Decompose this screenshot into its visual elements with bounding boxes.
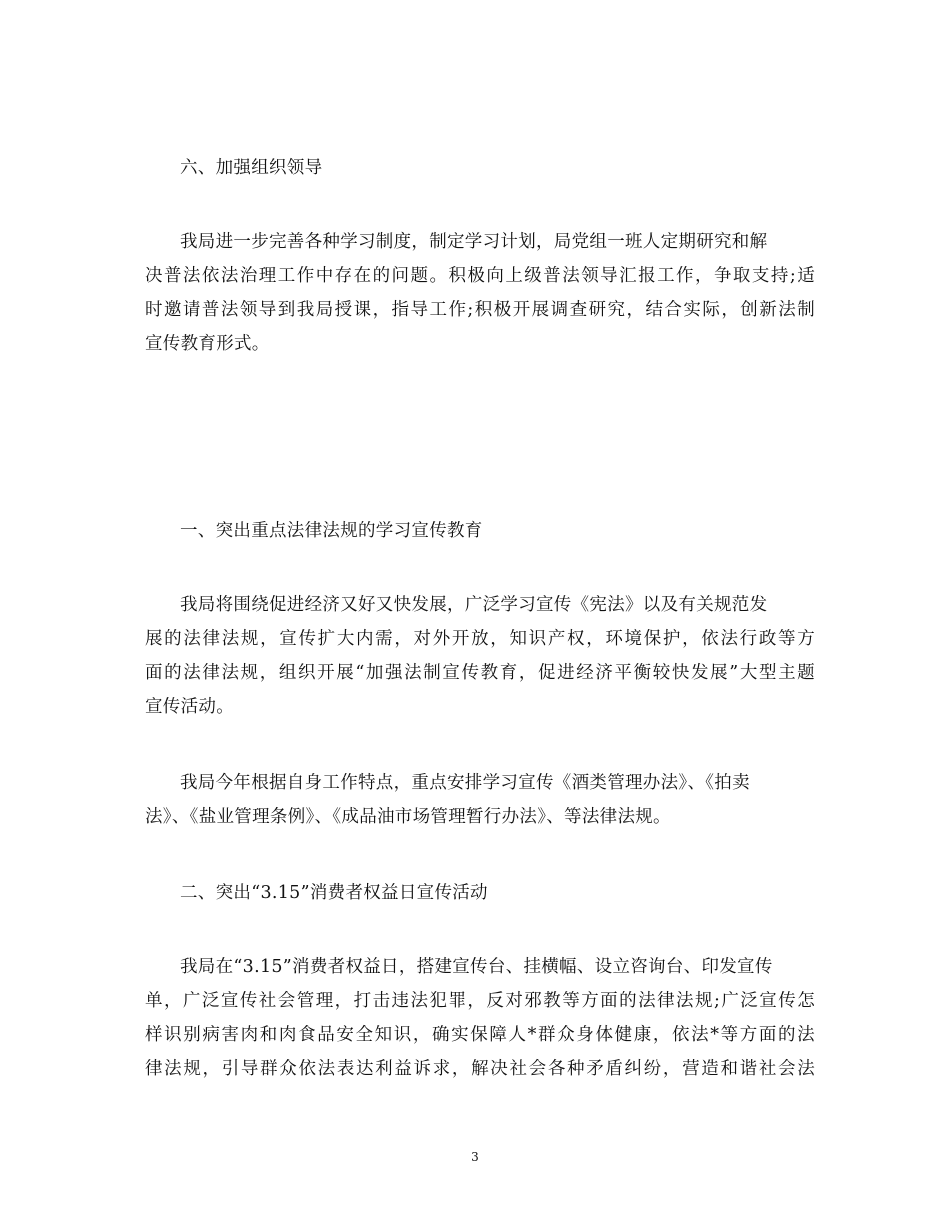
paragraph-line: 我局在“3.15”消费者权益日，搭建宣传台、挂横幅、设立咨询台、印发宣传	[180, 957, 773, 977]
paragraph-line: 样识别病害肉和肉食品安全知识，确实保障人*群众身体健康，依法*等方面的法	[145, 1025, 815, 1045]
page-number: 3	[471, 1150, 479, 1164]
paragraph-line: 法》、《盐业管理条例》、《成品油市场管理暂行办法》、等法律法规。	[145, 807, 671, 827]
paragraph-line: 我局将围绕促进经济又好又快发展，广泛学习宣传《宪法》以及有关规范发	[180, 595, 768, 615]
section-heading-1: 一、突出重点法律法规的学习宣传教育	[180, 521, 483, 541]
paragraph-line: 单，广泛宣传社会管理，打击违法犯罪，反对邪教等方面的法律法规;广泛宣传怎	[145, 991, 815, 1011]
paragraph-line: 展的法律法规，宣传扩大内需，对外开放，知识产权，环境保护，依法行政等方	[145, 629, 815, 649]
section-heading-2: 二、突出“3.15”消费者权益日宣传活动	[180, 883, 488, 903]
paragraph-line: 我局今年根据自身工作特点，重点安排学习宣传《酒类管理办法》、《拍卖	[180, 773, 750, 793]
paragraph-line: 决普法依法治理工作中存在的问题。积极向上级普法领导汇报工作，争取支持;适	[145, 266, 815, 286]
paragraph-line: 律法规，引导群众依法表达利益诉求，解决社会各种矛盾纠纷，营造和谐社会法	[145, 1059, 815, 1079]
paragraph-line: 我局进一步完善各种学习制度，制定学习计划，局党组一班人定期研究和解	[180, 232, 768, 252]
paragraph-line: 时邀请普法领导到我局授课，指导工作;积极开展调查研究，结合实际，创新法制	[145, 300, 815, 320]
paragraph-line: 面的法律法规，组织开展“加强法制宣传教育，促进经济平衡较快发展”大型主题	[145, 663, 815, 683]
paragraph-line: 宣传教育形式。	[145, 334, 270, 354]
section-heading-6: 六、加强组织领导	[180, 158, 323, 178]
paragraph-line: 宣传活动。	[145, 697, 234, 717]
